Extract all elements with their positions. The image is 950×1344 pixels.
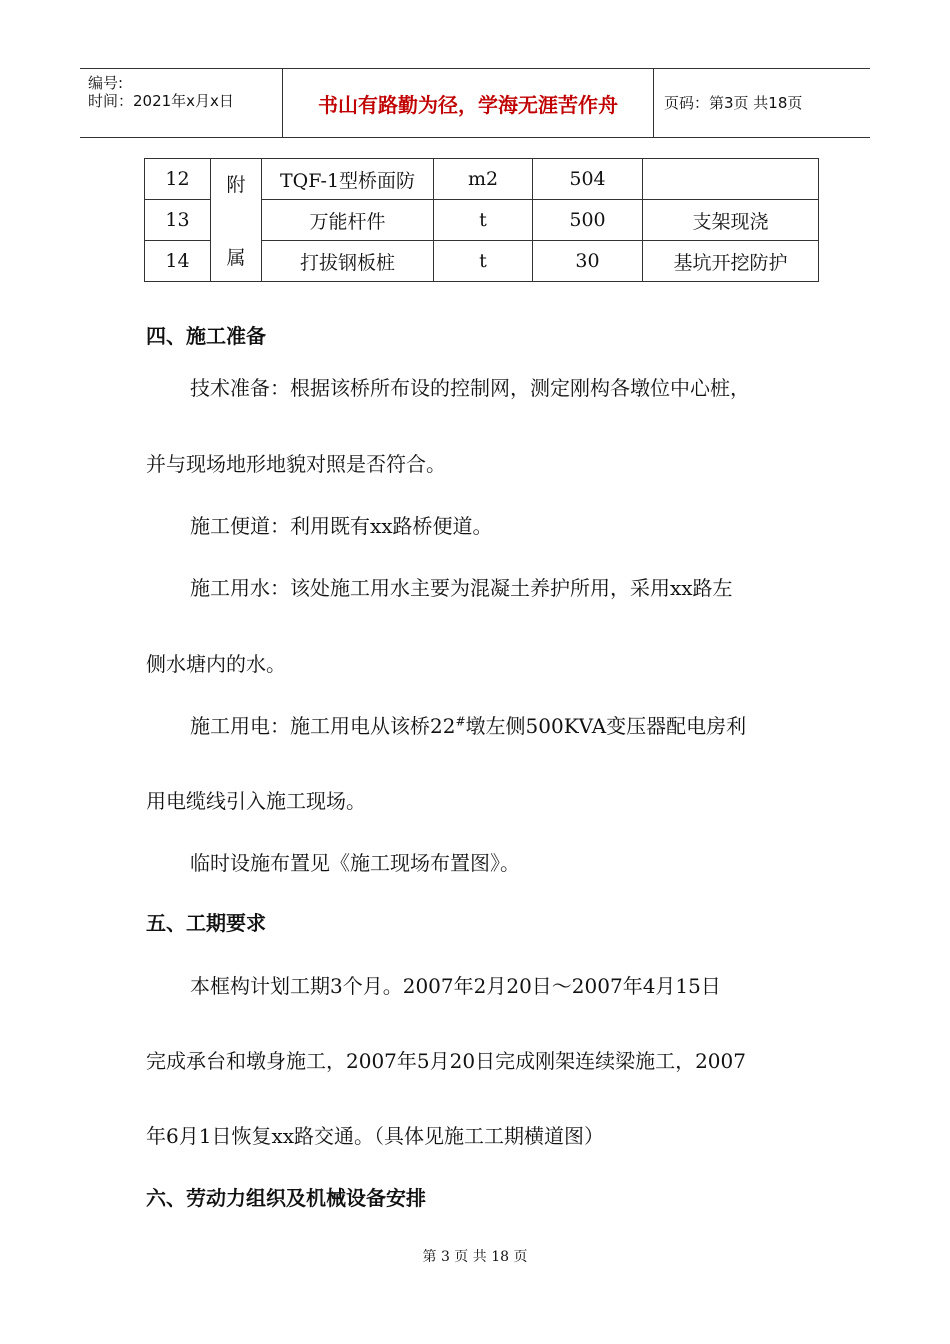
item-unit: t [434,200,533,241]
superscript: # [455,714,466,729]
paragraph-line: 年6月1日恢复xx路交通。（具体见施工工期横道图） [146,1124,605,1148]
category-char: 附 [226,174,246,196]
paragraph-line: 侧水塘内的水。 [146,652,286,676]
item-unit: t [434,241,533,282]
header-meta [80,69,282,137]
paragraph-line: 用电缆线引入施工现场。 [146,789,366,813]
paragraph-line: 技术准备：根据该桥所布设的控制网，测定刚构各墩位中心桩， [190,376,750,400]
paragraph-line: 施工用水：该处施工用水主要为混凝土养护所用，采用xx路左 [190,576,733,600]
page-header [80,68,870,138]
category-cell [211,159,262,282]
item-note: 基坑开挖防护 [643,241,819,282]
item-quantity: 500 [533,200,643,241]
section-heading: 四、施工准备 [146,324,266,348]
item-name: TQF-1型桥面防 [262,159,434,200]
header-date: 时间：2021年x月x日 [88,92,234,110]
paragraph-line: 并与现场地形地貌对照是否符合。 [146,452,446,476]
row-number: 12 [145,159,211,200]
row-number: 14 [145,241,211,282]
header-page-number: 页码：第3页 共18页 [664,94,803,112]
paragraph-line: 临时设施布置见《施工现场布置图》。 [190,851,520,875]
paragraph-line: 本框构计划工期3个月。2007年2月20日～2007年4月15日 [190,974,721,998]
paragraph-line [190,710,746,739]
text-segment: 墩左侧500KVA变压器配电房利 [465,714,747,738]
section-heading: 五、工期要求 [146,911,266,935]
item-name: 打拔钢板桩 [262,241,434,282]
item-quantity: 504 [533,159,643,200]
page-footer: 第 3 页 共 18 页 [422,1249,528,1265]
item-note [643,159,819,200]
table-row [145,159,819,200]
item-name: 万能杆件 [262,200,434,241]
item-note: 支架现浇 [643,200,819,241]
item-unit: m2 [434,159,533,200]
materials-table [144,158,819,282]
paragraph-line: 完成承台和墩身施工，2007年5月20日完成刚架连续梁施工，2007 [146,1049,746,1073]
text-segment: 施工用电：施工用电从该桥22 [190,714,456,738]
header-number: 编号: [88,74,124,92]
row-number: 13 [145,200,211,241]
item-quantity: 30 [533,241,643,282]
header-motto: 书山有路勤为径，学海无涯苦作舟 [318,92,618,117]
paragraph-line: 施工便道：利用既有xx路桥便道。 [190,514,493,538]
category-char: 属 [226,247,246,269]
header-divider [653,69,654,137]
section-heading: 六、劳动力组织及机械设备安排 [146,1186,426,1210]
